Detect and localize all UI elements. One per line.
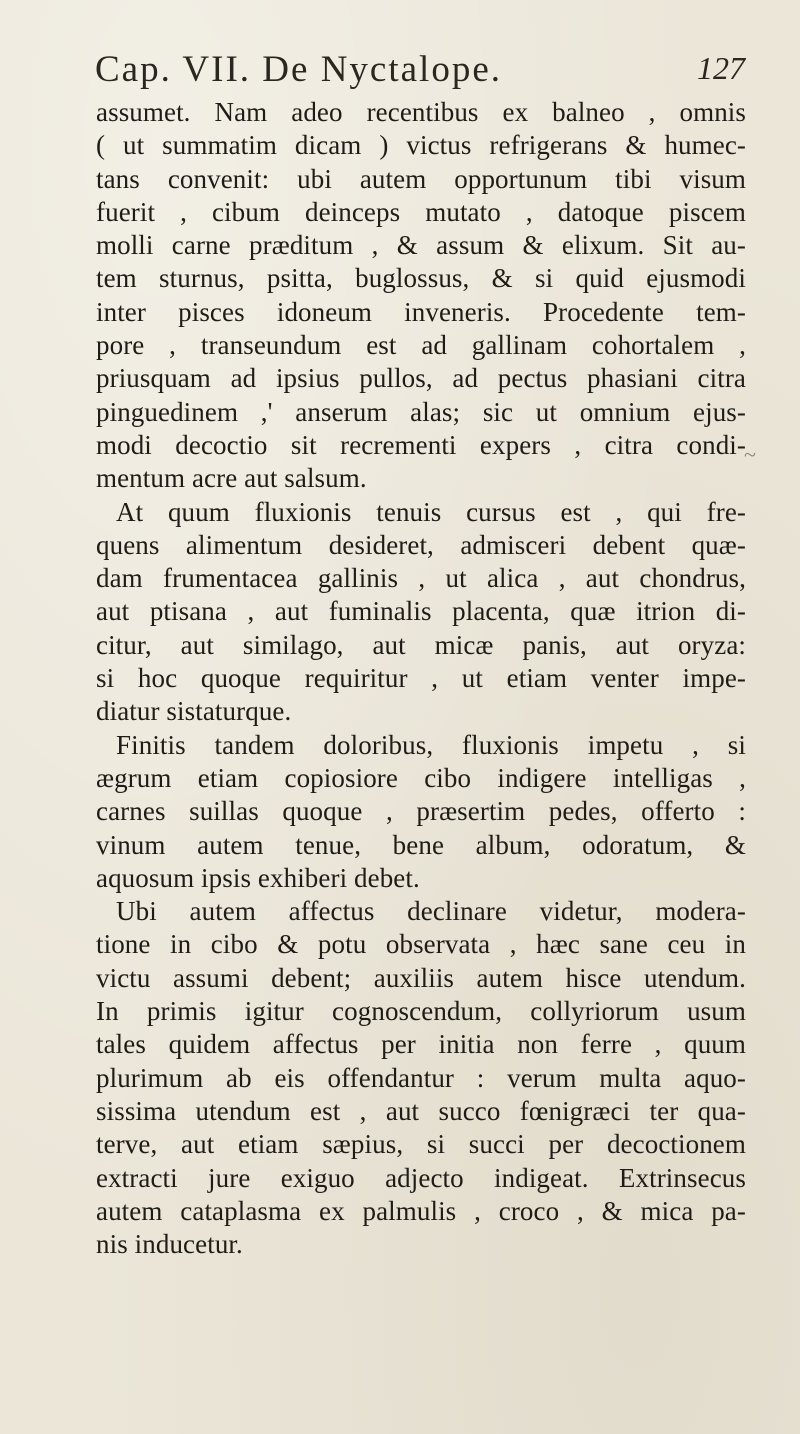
text-line: pore , transeundum est ad gallinam cohortalem , (96, 330, 746, 361)
text-line: pinguedinem ,' anserum alas; sic ut omnium ejus- (96, 396, 746, 427)
text-line: assumet. Nam adeo recentibus ex balneo , omnis (96, 97, 746, 127)
text-line: victu assumi debent; auxiliis autem hisce utendum. (96, 962, 746, 993)
text-line: dam frumentacea gallinis , ut alica , aut chondrus, (96, 563, 746, 594)
text-line: nis inducetur. (96, 1229, 243, 1260)
text-line: Ubi autem affectus declinare videtur, modera- (116, 896, 746, 927)
text-line: At quum fluxionis tenuis cursus est , qui fre- (116, 496, 746, 527)
body-text (96, 96, 746, 1261)
text-line: fuerit , cibum deinceps mutato , datoque piscem (96, 196, 746, 227)
running-head (95, 48, 745, 96)
running-head-title: Cap. VII. De Nyctalope. (95, 49, 502, 90)
text-line: plurimum ab eis offendantur : verum multa aquo- (96, 1062, 746, 1093)
text-line: tem sturnus, psitta, buglossus, & si quid ejusmodi (96, 263, 746, 294)
text-line: autem cataplasma ex palmulis , croco , & mica pa- (96, 1195, 746, 1226)
text-line: aquosum ipsis exhiberi debet. (96, 862, 420, 893)
text-line: diatur sistaturque. (96, 696, 292, 727)
text-line: mentum acre aut salsum. (96, 463, 367, 494)
page-number: 127 (697, 50, 745, 86)
text-line: sissima utendum est , aut succo fœnigræci ter qua- (96, 1095, 746, 1126)
text-line: Finitis tandem doloribus, fluxionis impetu , si (116, 729, 746, 760)
text-line: extracti jure exiguo adjecto indigeat. Extrinsecus (96, 1162, 746, 1193)
text-line: inter pisces idoneum inveneris. Procedente tem- (96, 296, 746, 327)
text-line: ( ut summatim dicam ) victus refrigerans & humec- (96, 130, 746, 161)
text-line: si hoc quoque requiritur , ut etiam venter impe- (96, 663, 746, 694)
text-line: terve, aut etiam sæpius, si succi per decoctionem (96, 1129, 746, 1160)
text-line: carnes suillas quoque , præsertim pedes, offerto : (96, 796, 746, 827)
text-line: quens alimentum desideret, admisceri debent quæ- (96, 529, 746, 560)
text-line: ægrum etiam copiosiore cibo indigere intelligas , (96, 762, 746, 793)
text-line: vinum autem tenue, bene album, odoratum, & (96, 829, 746, 860)
text-line: priusquam ad ipsius pullos, ad pectus phasiani citra (96, 363, 746, 394)
text-line: tione in cibo & potu observata , hæc sane ceu in (96, 929, 746, 960)
text-line: tales quidem affectus per initia non ferre , quum (96, 1029, 746, 1060)
text-line: molli carne præditum , & assum & elixum. Sit au- (96, 230, 746, 261)
text-line: citur, aut similago, aut micæ panis, aut oryza: (96, 629, 746, 660)
text-line: In primis igitur cognoscendum, collyriorum usum (96, 996, 746, 1027)
text-line: modi decoctio sit recrementi expers , citra condi- (96, 429, 746, 460)
margin-dash-mark: ~ (744, 442, 756, 467)
text-line: aut ptisana , aut fuminalis placenta, quæ itrion di- (96, 596, 746, 627)
text-line: tans convenit: ubi autem opportunum tibi visum (96, 163, 746, 194)
